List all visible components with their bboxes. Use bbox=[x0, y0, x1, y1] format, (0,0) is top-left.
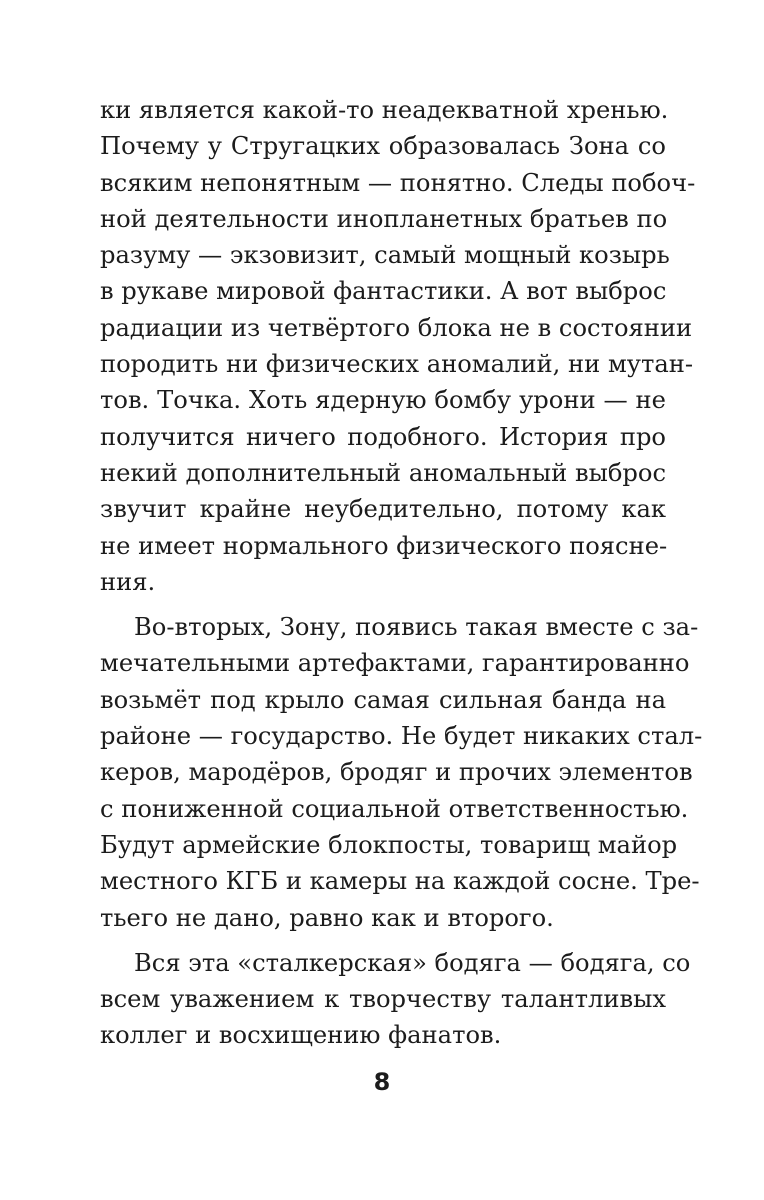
text-line: ния. bbox=[100, 567, 156, 596]
text-line: мечательными артефактами, гарантированно bbox=[100, 649, 690, 678]
text-line: Вся эта «сталкерская» бодяга — бодяга, со bbox=[134, 948, 691, 977]
text-line: звучит крайне неубедительно, потому как bbox=[100, 495, 666, 524]
text-line: Почему у Стругацких образовалась Зона со bbox=[100, 132, 666, 161]
text-line: не имеет нормального физического поясне- bbox=[100, 531, 668, 560]
text-line: ки является какой-то неадекватной хренью. bbox=[100, 96, 669, 124]
paragraph bbox=[100, 609, 703, 936]
text-line: всяким непонятным — понятно. Следы побоч- bbox=[100, 168, 696, 197]
text-line: в рукаве мировой фантастики. А вот выброс bbox=[100, 277, 667, 306]
page-number: 8 bbox=[373, 1068, 391, 1096]
body-text bbox=[100, 92, 703, 1054]
text-line: керов, мародёров, бродяг и прочих элементов bbox=[100, 758, 693, 787]
text-line: районе — государство. Не будет никаких стал- bbox=[100, 722, 703, 751]
text-line: разуму — экзовизит, самый мощный козырь bbox=[100, 241, 670, 270]
text-line: некий дополнительный аномальный выброс bbox=[100, 458, 666, 487]
text-line: тьего не дано, равно как и второго. bbox=[100, 903, 554, 932]
text-line: радиации из четвёртого блока не в состоянии bbox=[100, 313, 693, 342]
text-line: ной деятельности инопланетных братьев по bbox=[100, 204, 668, 233]
text-line: с пониженной социальной ответственностью. bbox=[100, 794, 689, 823]
text-line: Будут армейские блокпосты, товарищ майор bbox=[100, 830, 678, 859]
text-line: местного КГБ и камеры на каждой сосне. Тре- bbox=[100, 867, 700, 896]
paragraph bbox=[100, 92, 696, 600]
text-line: тов. Точка. Хоть ядерную бомбу урони — не bbox=[100, 386, 666, 415]
text-line: породить ни физических аномалий, ни мутан- bbox=[100, 350, 694, 379]
text-line: возьмёт под крыло самая сильная банда на bbox=[100, 685, 666, 714]
text-line: всем уважением к творчеству талантливых bbox=[100, 985, 666, 1014]
text-line: получится ничего подобного. История про bbox=[100, 422, 666, 451]
text-line: коллег и восхищению фанатов. bbox=[100, 1021, 502, 1050]
text-line: Во-вторых, Зону, появись такая вместе с за- bbox=[134, 613, 699, 642]
paragraph bbox=[100, 945, 691, 1054]
